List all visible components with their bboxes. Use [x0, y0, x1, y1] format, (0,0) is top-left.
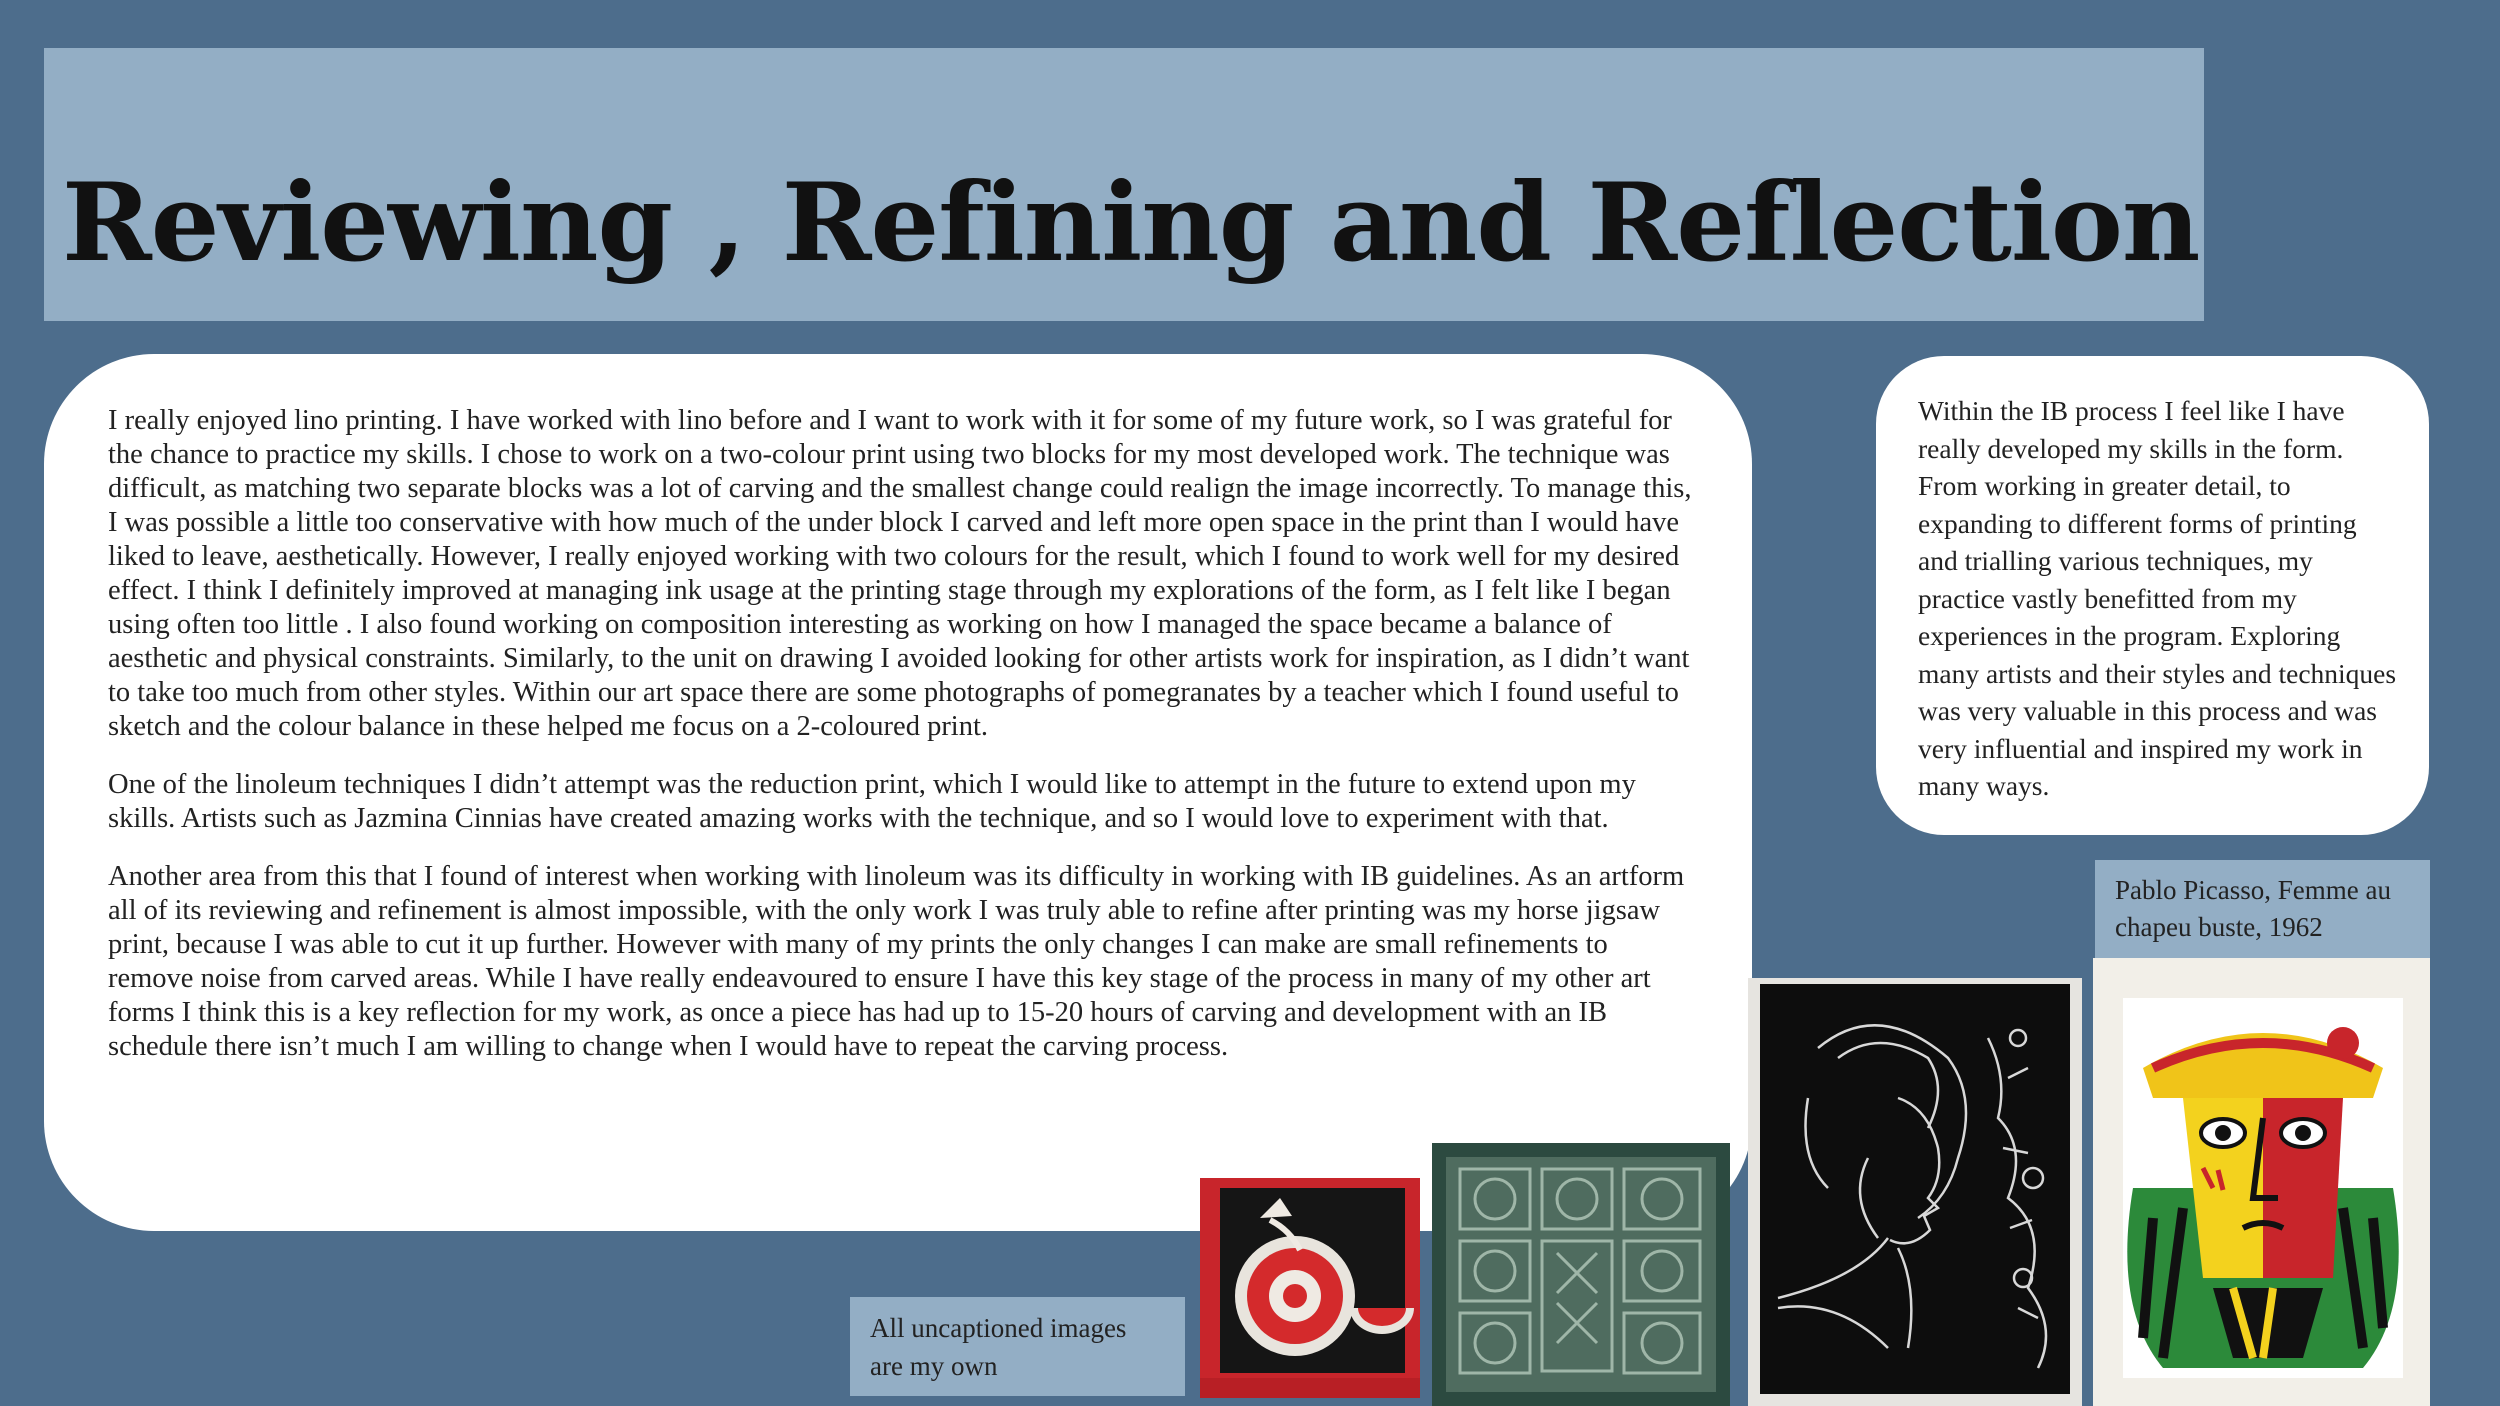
main-text-card — [44, 354, 1752, 1231]
page-title: Reviewing , Refining and Reflection — [62, 160, 2200, 286]
picasso-print-image — [2093, 958, 2430, 1406]
paragraph-ib-guidelines: Another area from this that I found of interest when working with linoleum was its difficulty in working with IB guidelines. As an artform all of its reviewing and refinement is almost impossible, with the only work I was truly able to refine after printing was my horse jigsaw print, because I was able to cut it up further. However with many of my prints the only changes I can make are small refinements to remove noise from carved areas. While I have really endeavoured to ensure I have this key stage of the process in many of my other art forms I think this is a key reflection for my work, as once a piece has had up to 15-20 hours of carving and development with an IB schedule there isn’t much I am willing to change when I would have to repeat the carving process. — [108, 861, 1685, 1062]
own-images-caption: All uncaptioned images are my own — [850, 1297, 1185, 1396]
pomegranate-print-image — [1200, 1178, 1420, 1398]
picasso-caption: Pablo Picasso, Femme au chapeu buste, 1962 — [2095, 860, 2430, 958]
paragraph-lino-printing: I really enjoyed lino printing. I have worked with lino before and I want to work with it for some of my future work, so I was grateful for the chance to practice my skills. I chose to work on a two-colour print using two blocks for my most developed work. The technique was difficult, as matching two separate blocks was a lot of carving and the smallest change could realign the image incorrectly. To manage this, I was possible a little too conservative with how much of the under block I carved and left more open space in the print than I would have liked to leave, aesthetically. However, I really enjoyed working with two colours for the result, which I found to work well for my desired effect. I think I definitely improved at managing ink usage at the printing stage through my explorations of the form, as I felt like I began using often too little . I also found working on composition interesting as working on how I managed the space became a balance of aesthetic and physical constraints. Similarly, to the unit on drawing I avoided looking for other artists work for inspiration, as I didn’t want to take too much from other styles. Within our art space there are some photographs of pomegranates by a teacher which I found useful to sketch and the colour balance in these helped me focus on a 2-coloured print. — [108, 405, 1692, 742]
title-banner — [44, 48, 2204, 321]
portrait-lino-print-image — [1748, 978, 2082, 1406]
paragraph-ib-process: Within the IB process I feel like I have really developed my skills in the form. From working in greater detail, to expanding to different forms of printing and trialling various techniques, my practice vastly benefitted from my experiences in the program. Exploring many artists and their styles and techniques was very valuable in this process and was very influential and inspired my work in many ways. — [1918, 395, 2397, 801]
lino-block-image — [1432, 1143, 1730, 1406]
side-text-card — [1876, 356, 2429, 835]
paragraph-reduction-print: One of the linoleum techniques I didn’t attempt was the reduction print, which I would like to attempt in the future to extend upon my skills. Artists such as Jazmina Cinnias have created amazing works with the technique, and so I would love to experiment with that. — [108, 769, 1636, 834]
